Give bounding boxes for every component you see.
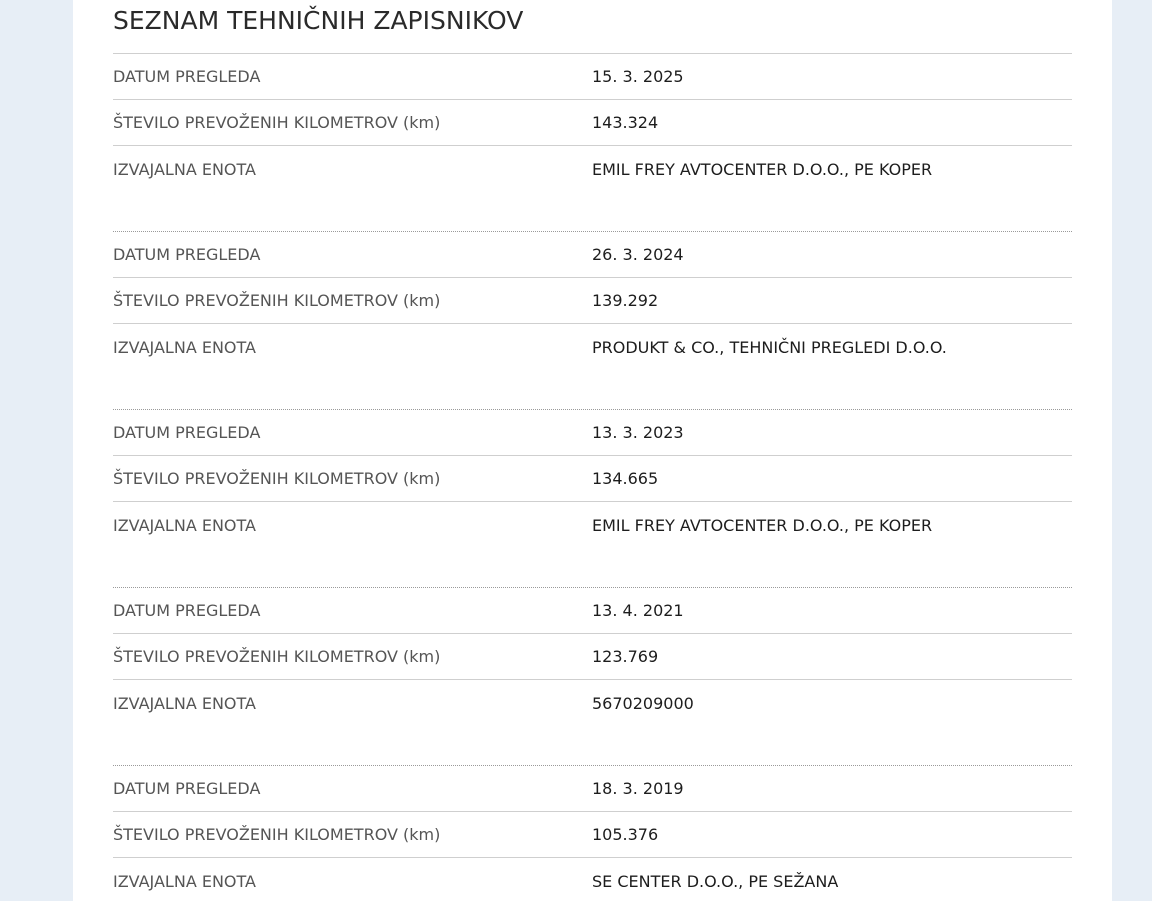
record-item <box>113 588 1072 766</box>
record-km-value: 105.376 <box>592 825 659 844</box>
record-km-label: ŠTEVILO PREVOŽENIH KILOMETROV (km) <box>113 825 441 844</box>
record-date-row <box>113 588 1072 634</box>
record-date-label: DATUM PREGLEDA <box>113 245 261 264</box>
record-date-value: 26. 3. 2024 <box>592 245 684 264</box>
record-date-value: 13. 4. 2021 <box>592 601 684 620</box>
record-unit-row <box>113 858 1072 901</box>
record-unit-label: IZVAJALNA ENOTA <box>113 159 256 179</box>
record-unit-value: PRODUKT & CO., TEHNIČNI PREGLEDI D.O.O. <box>592 337 947 357</box>
record-km-row <box>113 278 1072 324</box>
record-km-label: ŠTEVILO PREVOŽENIH KILOMETROV (km) <box>113 291 441 310</box>
record-unit-label: IZVAJALNA ENOTA <box>113 515 256 535</box>
record-unit-row <box>113 502 1072 548</box>
record-unit-label: IZVAJALNA ENOTA <box>113 871 256 891</box>
record-unit-value: SE CENTER D.O.O., PE SEŽANA <box>592 871 839 891</box>
records-card <box>73 0 1112 901</box>
record-unit-row <box>113 324 1072 370</box>
record-item <box>113 54 1072 232</box>
record-unit-row <box>113 680 1072 726</box>
record-unit-row <box>113 146 1072 192</box>
record-km-label: ŠTEVILO PREVOŽENIH KILOMETROV (km) <box>113 113 441 132</box>
record-separator <box>113 370 1072 410</box>
record-km-row <box>113 812 1072 858</box>
record-date-row <box>113 410 1072 456</box>
record-date-label: DATUM PREGLEDA <box>113 423 261 442</box>
record-separator <box>113 726 1072 766</box>
page-title: SEZNAM TEHNIČNIH ZAPISNIKOV <box>113 0 1072 54</box>
record-km-row <box>113 100 1072 146</box>
record-unit-value: EMIL FREY AVTOCENTER D.O.O., PE KOPER <box>592 515 933 535</box>
record-unit-label: IZVAJALNA ENOTA <box>113 337 256 357</box>
record-date-value: 15. 3. 2025 <box>592 67 684 86</box>
record-unit-value: 5670209000 <box>592 693 694 713</box>
record-separator <box>113 548 1072 588</box>
record-separator <box>113 192 1072 232</box>
record-date-row <box>113 766 1072 812</box>
record-km-row <box>113 634 1072 680</box>
record-date-label: DATUM PREGLEDA <box>113 67 261 86</box>
record-km-row <box>113 456 1072 502</box>
record-unit-value: EMIL FREY AVTOCENTER D.O.O., PE KOPER <box>592 159 933 179</box>
record-km-value: 139.292 <box>592 291 659 310</box>
record-date-value: 13. 3. 2023 <box>592 423 684 442</box>
record-km-value: 143.324 <box>592 113 659 132</box>
record-date-label: DATUM PREGLEDA <box>113 779 261 798</box>
record-km-label: ŠTEVILO PREVOŽENIH KILOMETROV (km) <box>113 647 441 666</box>
record-date-row <box>113 54 1072 100</box>
record-date-value: 18. 3. 2019 <box>592 779 684 798</box>
record-item <box>113 766 1072 901</box>
record-item <box>113 232 1072 410</box>
record-km-label: ŠTEVILO PREVOŽENIH KILOMETROV (km) <box>113 469 441 488</box>
record-km-value: 134.665 <box>592 469 659 488</box>
record-date-row <box>113 232 1072 278</box>
records-container <box>113 0 1072 901</box>
record-unit-label: IZVAJALNA ENOTA <box>113 693 256 713</box>
record-item <box>113 410 1072 588</box>
record-date-label: DATUM PREGLEDA <box>113 601 261 620</box>
record-km-value: 123.769 <box>592 647 659 666</box>
